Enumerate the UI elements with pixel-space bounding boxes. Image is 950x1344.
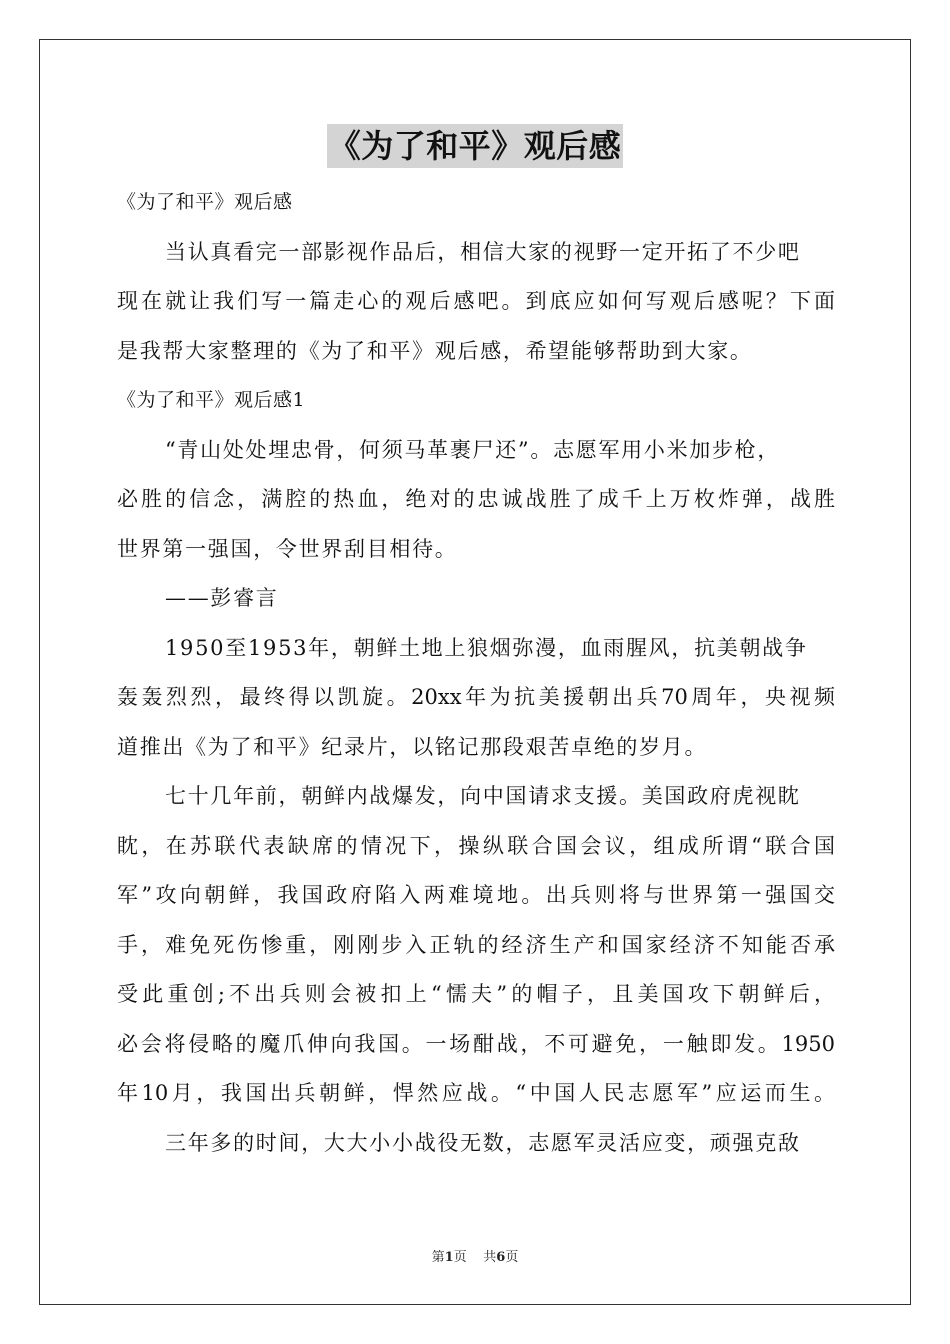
paragraph-line: 军”攻向朝鲜，我国政府陷入两难境地。出兵则将与世界第一强国交	[117, 883, 835, 907]
page-footer	[0, 1246, 950, 1265]
paragraph-line: “青山处处埋忠骨，何须马革裹尸还”。志愿军用小米加步枪，	[165, 437, 781, 462]
author-line: ——彭睿言	[165, 586, 279, 610]
paragraph-line: 1950至1953年，朝鲜土地上狼烟弥漫，血雨腥风，抗美朝战争	[165, 635, 808, 660]
total-suffix: 页	[505, 1250, 519, 1265]
total-pages: 6	[496, 1250, 506, 1265]
paragraph-line: 手，难免死伤惨重，刚刚步入正轨的经济生产和国家经济不知能否承	[117, 932, 835, 957]
title-container	[0, 124, 950, 168]
paragraph-line: 受此重创;不出兵则会被扣上“懦夫”的帽子，且美国攻下朝鲜后，	[117, 982, 835, 1006]
total-prefix: 共	[483, 1250, 497, 1265]
paragraph-line: 轰轰烈烈，最终得以凯旋。20xx年为抗美援朝出兵70周年，央视频	[117, 685, 835, 709]
section-heading: 《为了和平》观后感1	[117, 389, 306, 411]
page-number: 1	[444, 1250, 454, 1265]
paragraph-line: 必胜的信念，满腔的热血，绝对的忠诚战胜了成千上万枚炸弹，战胜	[117, 487, 835, 511]
page-prefix: 第	[431, 1250, 445, 1265]
paragraph-line: 年10月，我国出兵朝鲜，悍然应战。“中国人民志愿军”应运而生。	[117, 1081, 835, 1105]
document-body	[117, 178, 835, 1168]
paragraph-line: 现在就让我们写一篇走心的观后感吧。到底应如何写观后感呢？下面	[117, 289, 835, 313]
document-title: 《为了和平》观后感	[327, 124, 624, 168]
paragraph-line: 世界第一强国，令世界刮目相待。	[117, 536, 458, 561]
subtitle-line: 《为了和平》观后感	[117, 191, 293, 213]
paragraph-line: 当认真看完一部影视作品后，相信大家的视野一定开拓了不少吧	[165, 239, 801, 264]
paragraph-line: 道推出《为了和平》纪录片，以铭记那段艰苦卓绝的岁月。	[117, 734, 708, 759]
paragraph-line: 三年多的时间，大大小小战役无数，志愿军灵活应变，顽强克敌	[165, 1130, 801, 1155]
paragraph-line: 是我帮大家整理的《为了和平》观后感，希望能够帮助到大家。	[117, 338, 753, 363]
paragraph-line: 七十几年前，朝鲜内战爆发，向中国请求支援。美国政府虎视眈	[165, 784, 801, 808]
paragraph-line: 眈，在苏联代表缺席的情况下，操纵联合国会议，组成所谓“联合国	[117, 833, 835, 858]
paragraph-line: 必会将侵略的魔爪伸向我国。一场酣战，不可避免，一触即发。1950	[117, 1031, 835, 1056]
page-suffix: 页	[453, 1250, 467, 1265]
